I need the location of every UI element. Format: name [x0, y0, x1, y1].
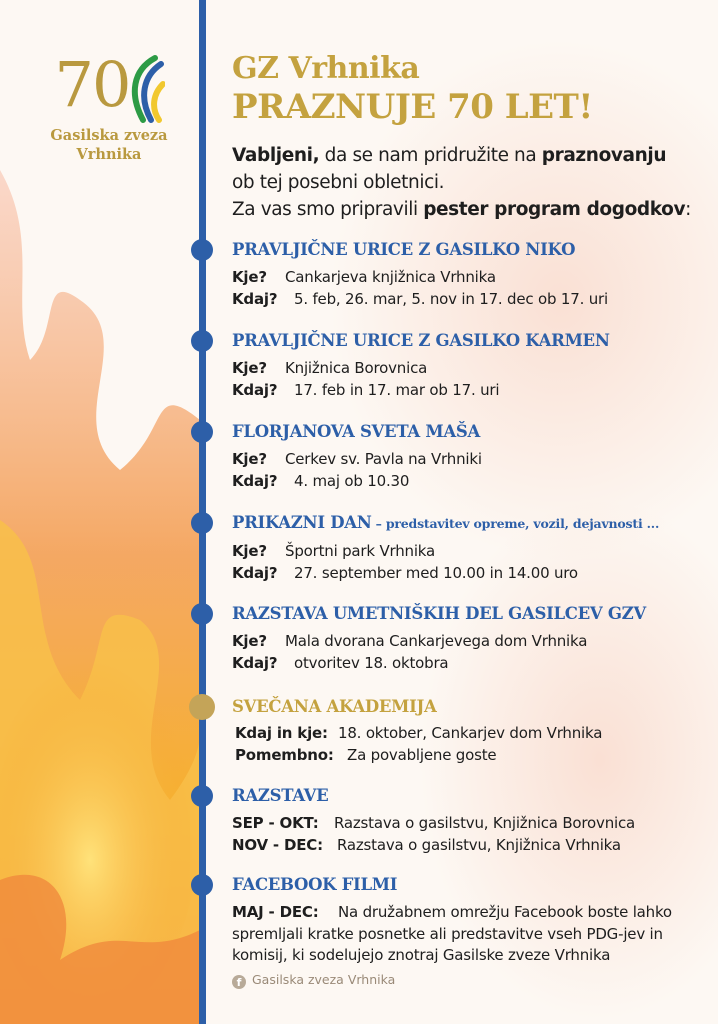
event-title: FACEBOOK FILMI [232, 875, 398, 894]
intro-text: : [685, 199, 691, 220]
intro-bold: Vabljeni, [232, 145, 320, 166]
logo-swoosh-icon [125, 54, 165, 124]
intro-text: ob tej posebni obletnici. [232, 172, 445, 193]
timeline-dot [191, 603, 213, 625]
event-value: 5. feb, 26. mar, 5. nov in 17. dec ob 17. uri [294, 289, 608, 308]
intro [232, 142, 691, 223]
intro-text: da se nam pridružite na [319, 145, 542, 166]
event-label: Kdaj in kje: [235, 724, 328, 742]
event-title: RAZSTAVE [232, 786, 329, 805]
logo-line1: Gasilska zveza [50, 127, 168, 144]
event-value: Knjižnica Borovnica [285, 359, 428, 377]
event-label: SEP - OKT: [232, 814, 319, 832]
event-title: SVEČANA AKADEMIJA [232, 697, 437, 716]
event-value: 4. maj ob 10.30 [294, 471, 410, 490]
event-item [232, 874, 712, 967]
event-item-highlight [232, 696, 712, 766]
facebook-icon: f [232, 975, 246, 989]
event-label: Pomembno: [235, 745, 334, 764]
event-value: 17. feb in 17. mar ob 17. uri [294, 380, 500, 399]
timeline-dot [191, 421, 213, 443]
event-item [232, 512, 712, 584]
event-value: Športni park Vrhnika [285, 542, 436, 560]
event-label: NOV - DEC: [232, 835, 323, 854]
event-title: FLORJANOVA SVETA MAŠA [232, 422, 480, 441]
event-title: PRIKAZNI DAN [232, 513, 372, 532]
event-title: PRAVLJIČNE URICE Z GASILKO KARMEN [232, 331, 610, 350]
logo-line2: Vrhnika [76, 146, 142, 163]
event-label: Kje? [232, 359, 267, 377]
event-label: Kje? [232, 542, 267, 560]
event-label: Kdaj? [232, 653, 278, 672]
timeline-dot [191, 874, 213, 896]
facebook-footer[interactable] [232, 972, 395, 989]
event-subtitle: – predstavitev opreme, vozil, dejavnosti ... [371, 516, 660, 531]
intro-bold: pester program dogodkov [423, 199, 686, 220]
event-title: RAZSTAVA UMETNIŠKIH DEL GASILCEV GZV [232, 604, 646, 623]
event-value: Cankarjeva knjižnica Vrhnika [285, 268, 496, 286]
logo [44, 50, 174, 164]
timeline-dot [191, 330, 213, 352]
event-value: 27. september med 10.00 in 14.00 uro [294, 563, 578, 582]
timeline-dot [191, 239, 213, 261]
event-value: Za povabljene goste [347, 745, 497, 764]
timeline-dot [191, 512, 213, 534]
event-value: Razstava o gasilstvu, Knjižnica Vrhnika [337, 835, 621, 854]
event-value: Cerkev sv. Pavla na Vrhniki [285, 450, 482, 468]
intro-bold: praznovanju [541, 145, 667, 166]
title-line2: PRAZNUJE 70 LET! [232, 87, 593, 127]
event-label: Kdaj? [232, 563, 278, 582]
timeline-dot [191, 785, 213, 807]
event-value: otvoritev 18. oktobra [294, 653, 449, 672]
event-label: Kdaj? [232, 471, 278, 490]
event-label: Kje? [232, 450, 267, 468]
timeline-dot-highlight [189, 694, 215, 720]
event-item [232, 330, 712, 401]
event-value: 18. oktober, Cankarjev dom Vrhnika [338, 724, 603, 742]
title-line1: GZ Vrhnika [232, 51, 420, 86]
event-item [232, 603, 712, 674]
event-label: Kje? [232, 268, 267, 286]
event-item [232, 785, 712, 856]
logo-number: 70 [55, 50, 164, 120]
event-item [232, 421, 712, 492]
event-text: spremljali kratke posnetke ali predstavitve vseh PDG-jev in [232, 924, 663, 943]
event-item [232, 239, 712, 310]
event-value: Mala dvorana Cankarjevega dom Vrhnika [285, 632, 588, 650]
facebook-label: Gasilska zveza Vrhnika [252, 972, 396, 987]
event-label: Kdaj? [232, 289, 278, 308]
page-title [232, 50, 593, 126]
event-text: Na družabnem omrežju Facebook boste lahko [338, 903, 672, 921]
event-label: Kje? [232, 632, 267, 650]
event-title: PRAVLJIČNE URICE Z GASILKO NIKO [232, 240, 576, 259]
event-text: komisij, ki sodelujejo znotraj Gasilske zveze Vrhnika [232, 946, 611, 964]
intro-text: Za vas smo pripravili [232, 199, 424, 220]
event-value: Razstava o gasilstvu, Knjižnica Borovnica [334, 814, 636, 832]
event-label: MAJ - DEC: [232, 903, 319, 921]
event-label: Kdaj? [232, 380, 278, 399]
